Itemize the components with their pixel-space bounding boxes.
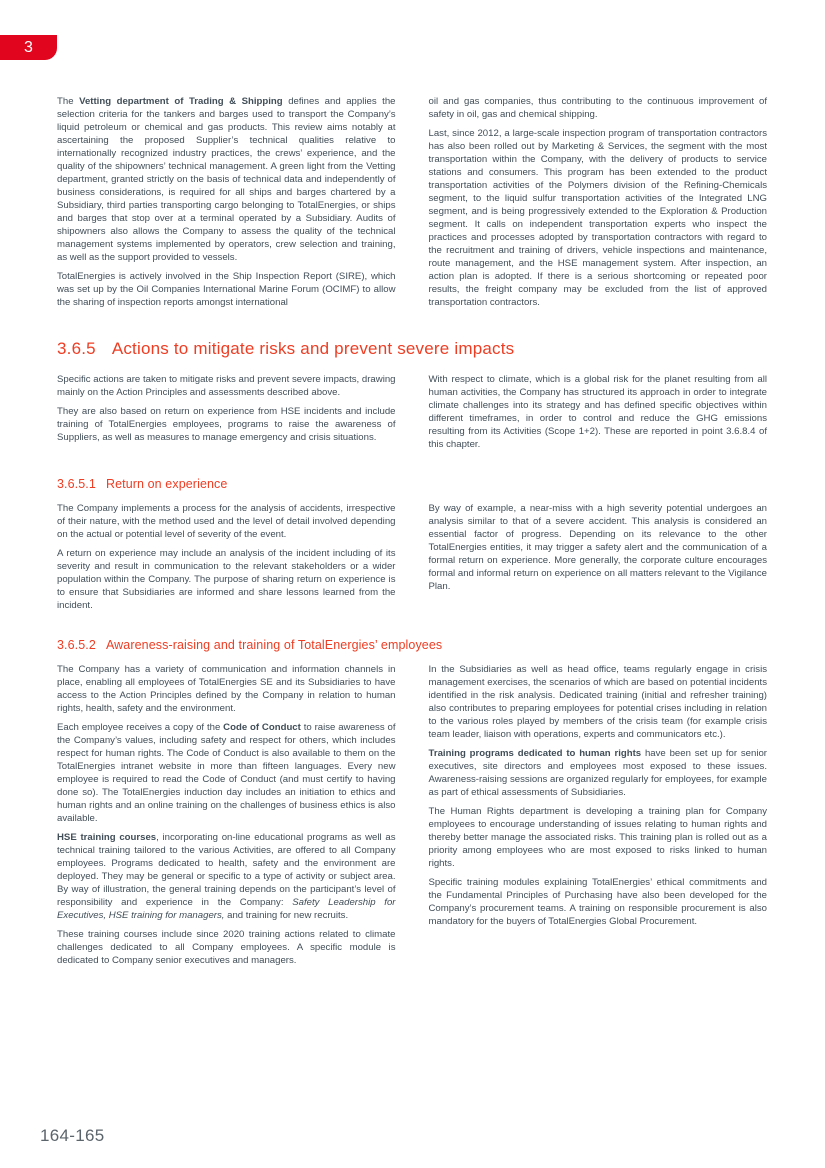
two-column-block: [57, 95, 767, 315]
section-heading-3.6.5.2: [57, 638, 767, 652]
paragraph: [429, 502, 768, 593]
paragraph: [57, 831, 396, 922]
text-run: The Human Rights department is developing a training plan for Company employees to encourage understanding of issues relating to human rights and thereby better manage the associated risks. This training plan is rolled out as a priority among employees who are most exposed to risks linked to human rights.: [428, 806, 767, 869]
text-run: The: [57, 96, 80, 107]
text-run: TotalEnergies is actively involved in the Ship Inspection Report (SIRE), which was set up by the Oil Companies International Marine Forum (OCIMF) to allow the sharing of inspection reports amongst international: [57, 271, 396, 308]
two-column-block: [57, 373, 767, 457]
text-run: These training courses include since 2020 training actions related to climate challenges dedicated to all Company employees. A specific module is dedicated to Company senior executives and managers.: [57, 929, 396, 966]
column-right: [429, 373, 768, 457]
column-right: [429, 95, 768, 315]
paragraph: [429, 95, 768, 121]
section-title: Awareness-raising and training of TotalEnergies’ employees: [105, 638, 443, 652]
paragraph: [57, 95, 396, 264]
text-run: The Company implements a process for the analysis of accidents, irrespective of their nature, with the method used and the level of detail involved depending on the actual or potential level of severity of the event.: [57, 503, 396, 540]
text-run: defines and applies the selection criteria for the tankers and barges used to transport the Company’s liquid petroleum or chemical and gas products. This review aims notably at ascertaining the proposed Supplier’s technical qualities relative to internationally recognized industry practices, the crews’ experience, and the quality of the shipowners’ technical management. A green light from the Vetting department, granted strictly on the basis of technical data and independently of business considerations, is required for all ships and barges chartered by a Subsidiary, third parties transporting cargo belonging to TotalEnergies, or ships and barges that stop over at a terminal operated by a Subsidiary. Audits of shipowners also allows the Company to assess the quality of the technical management systems implemented by operators, crew selection and training, as well as the support provided to vessels.: [57, 96, 396, 263]
section-number: 3.6.5.1: [57, 477, 96, 491]
text-run: With respect to climate, which is a global risk for the planet resulting from all human activities, the Company has structured its approach in order to integrate climate challenges into its strategy and has defined specific objectives within different timeframes, in order to control and reduce the GHG emissions resulting from its Activities (Scope 1+2). These are reported in point 3.6.8.4 of this chapter.: [428, 374, 767, 450]
bold-text-run: Code of Conduct: [223, 722, 301, 733]
text-run: Specific actions are taken to mitigate risks and prevent severe impacts, drawing mainly on the Action Principles and assessments described above.: [57, 374, 396, 398]
text-run: By way of example, a near-miss with a high severity potential undergoes an analysis similar to that of a severe accident. This analysis is considered an essential factor of progress. Depending on its relevance to the other TotalEnergies entities, it may trigger a safety alert and the communication of a formal return on experience. More generally, the corporate culture encourages formal and informal return on experience on all matters relevant to the Vigilance Plan.: [428, 503, 767, 592]
section-title: Return on experience: [105, 477, 228, 491]
column-left: [57, 502, 396, 618]
paragraph: [429, 373, 768, 451]
section-heading-3.6.5: [57, 339, 767, 359]
paragraph: [429, 805, 768, 870]
text-run: They are also based on return on experience from HSE incidents and include training of TotalEnergies employees, programs to raise the awareness of Suppliers, as well as measures to manage emergency and crisis situations.: [57, 406, 396, 443]
text-run: Each employee receives a copy of the: [57, 722, 224, 733]
column-right: [429, 502, 768, 618]
text-run: to raise awareness of the Company’s values, including safety and respect for others, which includes respect for human rights. The Code of Conduct is also available to them on the TotalEnergies intranet website in more than fifteen languages. Every new employee is required to read the Code of Conduct (and must certify to having done so). The TotalEnergies induction day includes an initiation to ethics and human rights and an online training on the challenges of business ethics is also available.: [57, 722, 396, 824]
column-right: [429, 663, 768, 973]
paragraph: [57, 663, 396, 715]
paragraph: [429, 663, 768, 741]
text-run: In the Subsidiaries as well as head office, teams regularly engage in crisis management exercises, the scenarios of which are based on potential incidents identified in the risk analysis. Dedicated training (initial and refresher training) also contributes to preparing employees for potential crises including in relation to the various roles played by members of the crisis team (for example crisis team leader, liaison with operations, experts and communicators etc.).: [428, 664, 767, 740]
text-run: have been set up for senior executives, site directors and employees most exposed to these issues. Awareness-raising sessions are organized regularly for employees, for example as part of ethical assessments of Subsidiaries.: [428, 748, 768, 798]
text-run: and training for new recruits.: [224, 910, 349, 921]
paragraph: [57, 373, 396, 399]
document-content: [57, 95, 767, 973]
italic-text-run: Safety Leadership for Executives, HSE training for managers,: [57, 897, 396, 921]
page-number: 164-165: [40, 1126, 105, 1145]
two-column-block: [57, 663, 767, 973]
column-left: [57, 373, 396, 457]
bold-text-run: HSE training courses: [57, 832, 157, 843]
text-run: A return on experience may include an analysis of the incident including of its severity and result in communication to the relevant stakeholders or a wider population within the Company. The purpose of sharing return on experience is to ensure that Subsidiaries are informed and share lessons learned from the incident.: [57, 548, 396, 611]
paragraph: [57, 502, 396, 541]
paragraph: [57, 405, 396, 444]
paragraph: [429, 127, 768, 309]
text-run: Specific training modules explaining TotalEnergies’ ethical commitments and the Fundamental Principles of Purchasing have also been developed for the Company’s procurement teams. A training on responsible procurement is also mandatory for the buyers of TotalEnergies Global Procurement.: [428, 877, 767, 927]
paragraph: [57, 547, 396, 612]
paragraph: [429, 876, 768, 928]
section-heading-3.6.5.1: [57, 477, 767, 491]
bold-text-run: Training programs dedicated to human rights: [428, 748, 642, 759]
chapter-tab: 3: [0, 35, 57, 60]
text-run: The Company has a variety of communication and information channels in place, enabling all employees of TotalEnergies SE and its Subsidiaries to have access to the Action Principles defined by the Company in relation to human rights, health, safety and the environment.: [57, 664, 396, 714]
text-run: oil and gas companies, thus contributing to the continuous improvement of safety in oil, gas and chemical shipping.: [428, 96, 767, 120]
paragraph: [57, 928, 396, 967]
text-run: , incorporating on-line educational programs as well as technical training tailored to the various Activities, are offered to all Company employees. Programs dedicated to health, safety and the environment are deployed. They may be general or specific to a type of activity or subject area. By way of illustration, the general training depends on the participant’s level of responsibility and experience in the Company:: [57, 832, 396, 908]
section-number: 3.6.5: [57, 339, 96, 358]
bold-text-run: Vetting department of Trading & Shipping: [79, 96, 283, 107]
column-left: [57, 95, 396, 315]
paragraph: [57, 721, 396, 825]
paragraph: [429, 747, 768, 799]
section-number: 3.6.5.2: [57, 638, 96, 652]
text-run: Last, since 2012, a large-scale inspection program of transportation contractors has also been rolled out by Marketing & Services, the segment with the most transportation within the Company, with the delivery of products to service stations and consumers. This program has been extended to the product transportation activities of the Polymers division of the Refining-Chemicals segment, to the liquid sulfur transportation activities of the Integrated LNG segment, and is being progressively extended to the Exploration & Production segment. It calls on independent transportation experts who inspect the practices and processes adopted by transportation contractors with regard to the recruitment and training of drivers, vehicle inspections and maintenance, route management, and the HSE management system. After inspection, an action plan is adopted. If there is a serious shortcoming or repeated poor results, the freight company may be excluded from the list of approved transportation contractors.: [428, 128, 767, 308]
section-title: Actions to mitigate risks and prevent severe impacts: [111, 339, 515, 358]
two-column-block: [57, 502, 767, 618]
column-left: [57, 663, 396, 973]
paragraph: [57, 270, 396, 309]
